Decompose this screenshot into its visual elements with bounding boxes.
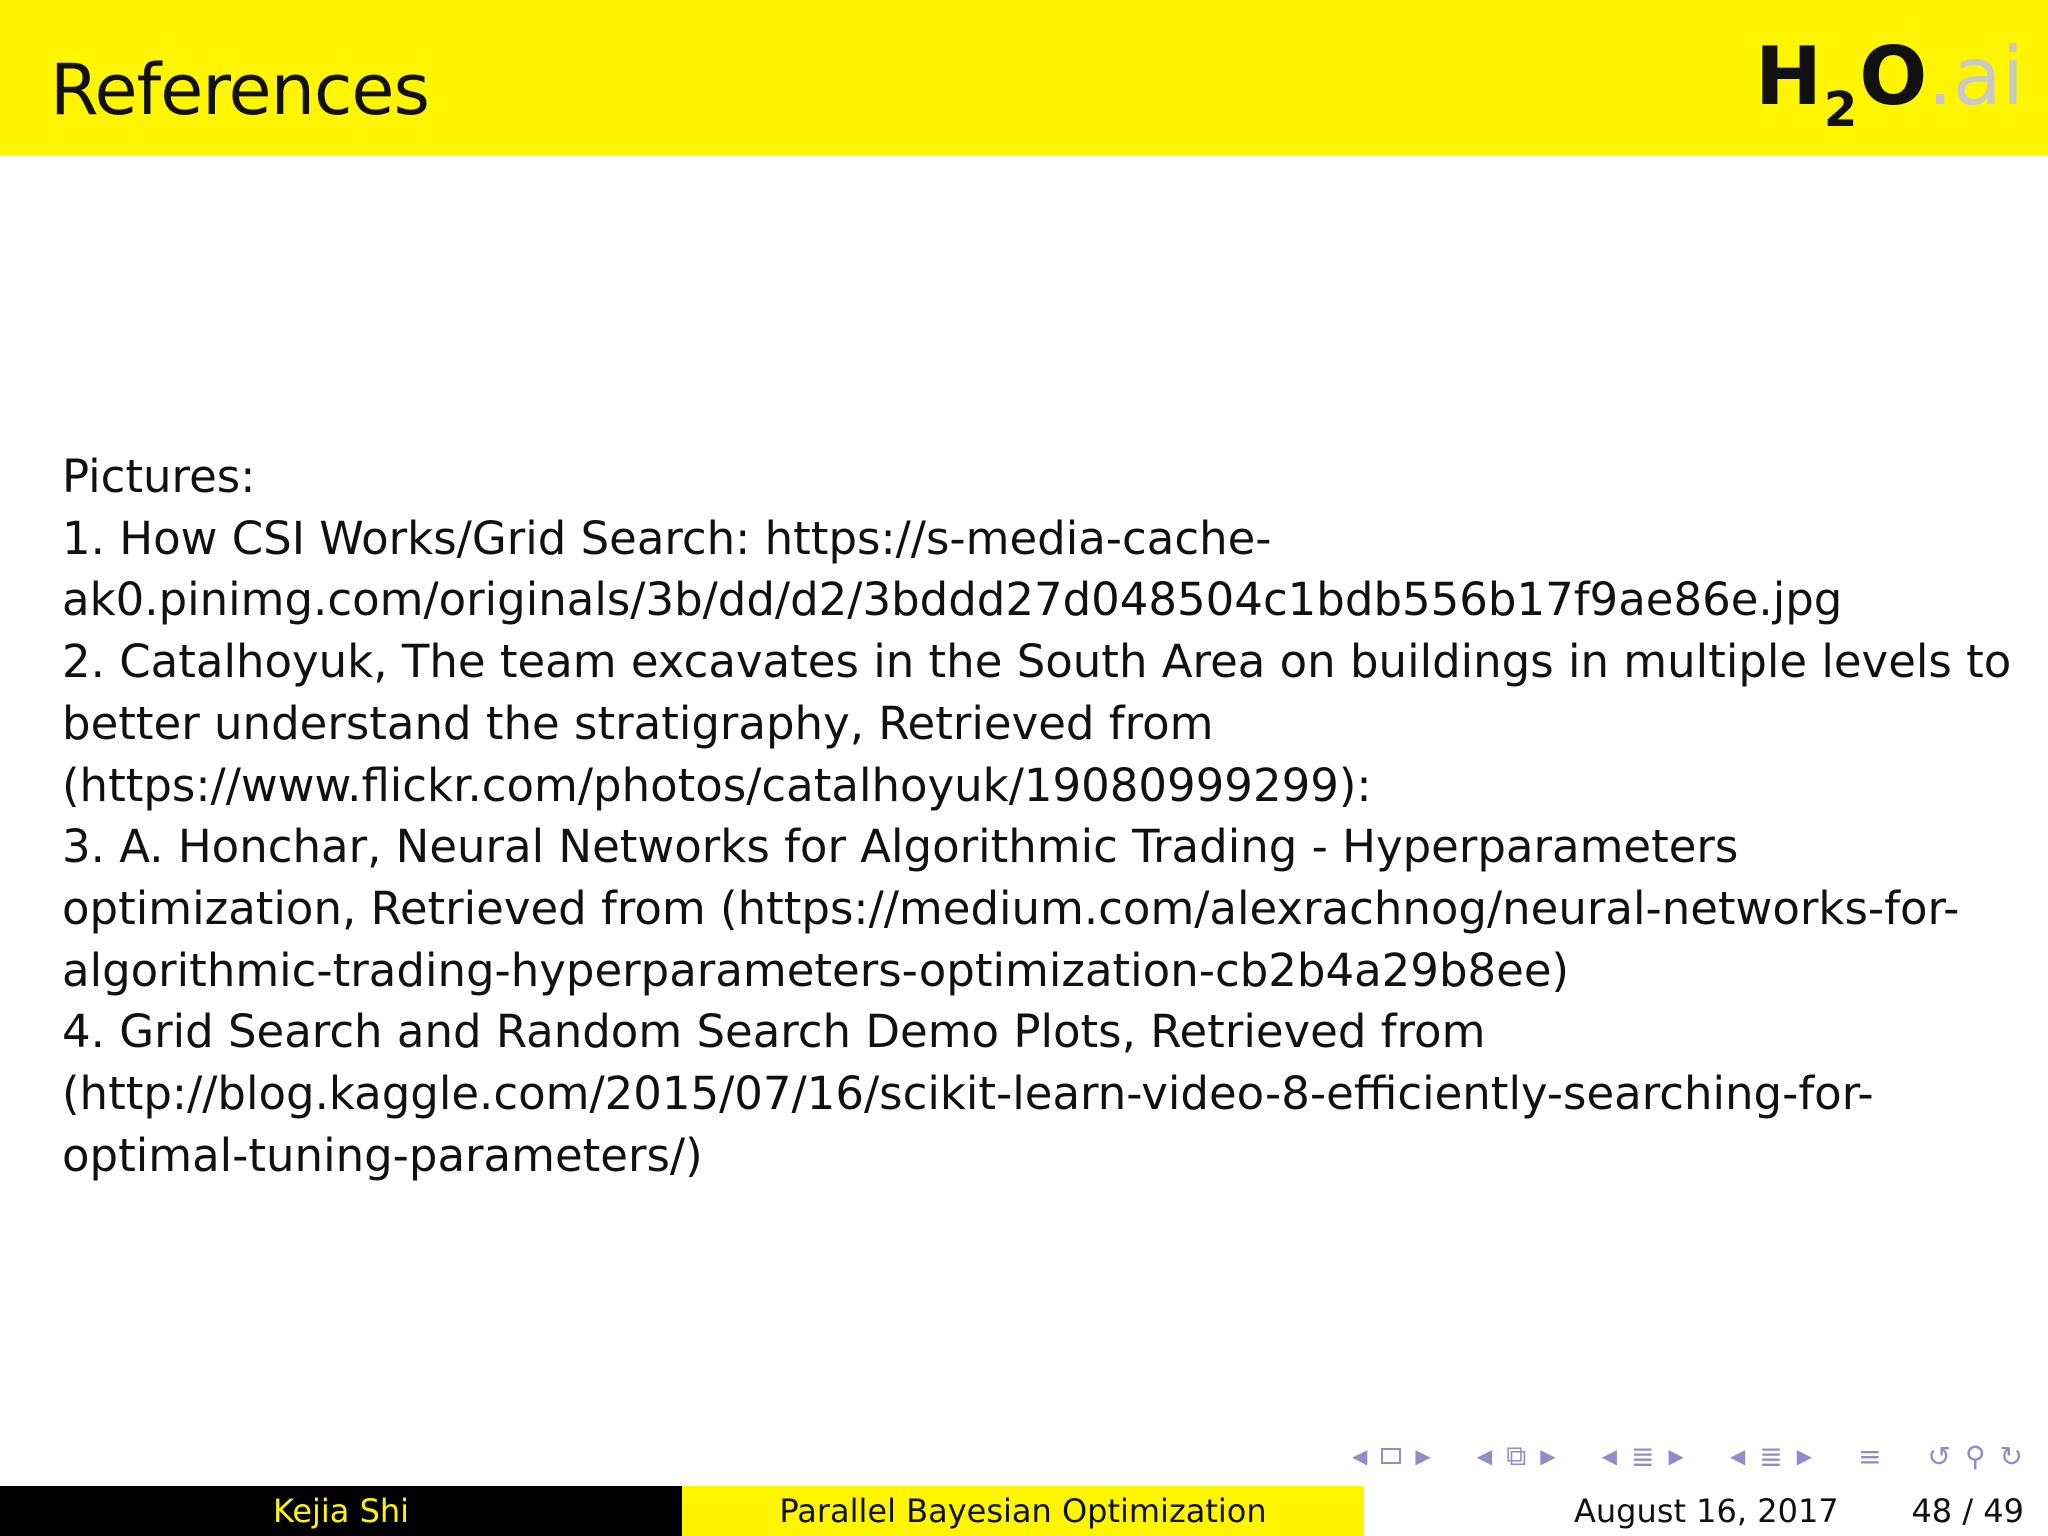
frame-icon[interactable] bbox=[1381, 1448, 1401, 1464]
prev-frame-arrow-icon[interactable]: ◀ bbox=[1352, 1444, 1368, 1468]
subsection-icon[interactable]: ≣ bbox=[1630, 1439, 1655, 1473]
reference-4-line-1: 4. Grid Search and Random Search Demo Plots, Retrieved from bbox=[62, 1005, 1486, 1059]
reference-1-line-1: 1. How CSI Works/Grid Search: https://s-media-cache- bbox=[62, 511, 1272, 565]
footer-info bbox=[1364, 1486, 2048, 1536]
logo-subscript: 2 bbox=[1823, 82, 1858, 138]
beamer-navigation-bar bbox=[1345, 1436, 2030, 1476]
logo-o: O bbox=[1859, 30, 1928, 123]
reference-4-line-2: (http://blog.kaggle.com/2015/07/16/scikit-learn-video-8-efficiently-searching-for- bbox=[62, 1067, 1874, 1121]
reference-2-line-1: 2. Catalhoyuk, The team excavates in the South Area on buildings in multiple levels to bbox=[62, 635, 2012, 689]
reference-3-line-1: 3. A. Honchar, Neural Networks for Algorithmic Trading - Hyperparameters bbox=[62, 820, 1739, 874]
slide-icon[interactable]: ≣ bbox=[1759, 1439, 1783, 1473]
footer-author: Kejia Shi bbox=[0, 1486, 682, 1536]
prev-slide-arrow-icon[interactable]: ◀ bbox=[1729, 1444, 1746, 1468]
reference-1-line-2: ak0.pinimg.com/originals/3b/dd/d2/3bddd27d048504c1bdb556b17f9ae86e.jpg bbox=[62, 573, 1843, 627]
prev-section-arrow-icon[interactable]: ◀ bbox=[1476, 1444, 1493, 1468]
search-back-icon[interactable]: ↺ bbox=[1927, 1439, 1952, 1473]
align-icon[interactable]: ≡ bbox=[1858, 1439, 1882, 1473]
logo-ai: .ai bbox=[1927, 30, 2024, 123]
references-text bbox=[62, 446, 2012, 1186]
next-frame-arrow-icon[interactable]: ▶ bbox=[1415, 1444, 1431, 1468]
h2o-ai-logo bbox=[1754, 30, 2024, 138]
prev-subsection-arrow-icon[interactable]: ◀ bbox=[1601, 1444, 1617, 1468]
footer-date: August 16, 2017 bbox=[1574, 1492, 1839, 1530]
reference-3-line-2: optimization, Retrieved from (https://medium.com/alexrachnog/neural-networks-for- bbox=[62, 881, 1960, 935]
reference-2-line-2: better understand the stratigraphy, Retrieved from bbox=[62, 696, 1214, 750]
footer-page-number: 48 / 49 bbox=[1911, 1492, 2024, 1530]
logo-h: H bbox=[1754, 30, 1822, 123]
slide-title: References bbox=[50, 49, 429, 131]
reference-2-line-3: (https://www.flickr.com/photos/catalhoyuk/19080999299): bbox=[62, 758, 1372, 812]
section-icon[interactable]: ⧉ bbox=[1506, 1439, 1527, 1472]
zoom-icon[interactable]: ⚲ bbox=[1965, 1439, 1986, 1473]
next-section-arrow-icon[interactable]: ▶ bbox=[1540, 1444, 1556, 1468]
footer-talk-title: Parallel Bayesian Optimization bbox=[682, 1486, 1364, 1536]
next-subsection-arrow-icon[interactable]: ▶ bbox=[1668, 1444, 1684, 1468]
next-slide-arrow-icon[interactable]: ▶ bbox=[1796, 1444, 1813, 1468]
reference-3-line-3: algorithmic-trading-hyperparameters-optimization-cb2b4a29b8ee) bbox=[62, 943, 1570, 997]
slide-footer bbox=[0, 1486, 2048, 1536]
slide-header bbox=[0, 0, 2048, 155]
search-forward-icon[interactable]: ↻ bbox=[1999, 1439, 2023, 1473]
pictures-label: Pictures: bbox=[62, 450, 256, 503]
reference-4-line-3: optimal-tuning-parameters/) bbox=[62, 1128, 703, 1182]
